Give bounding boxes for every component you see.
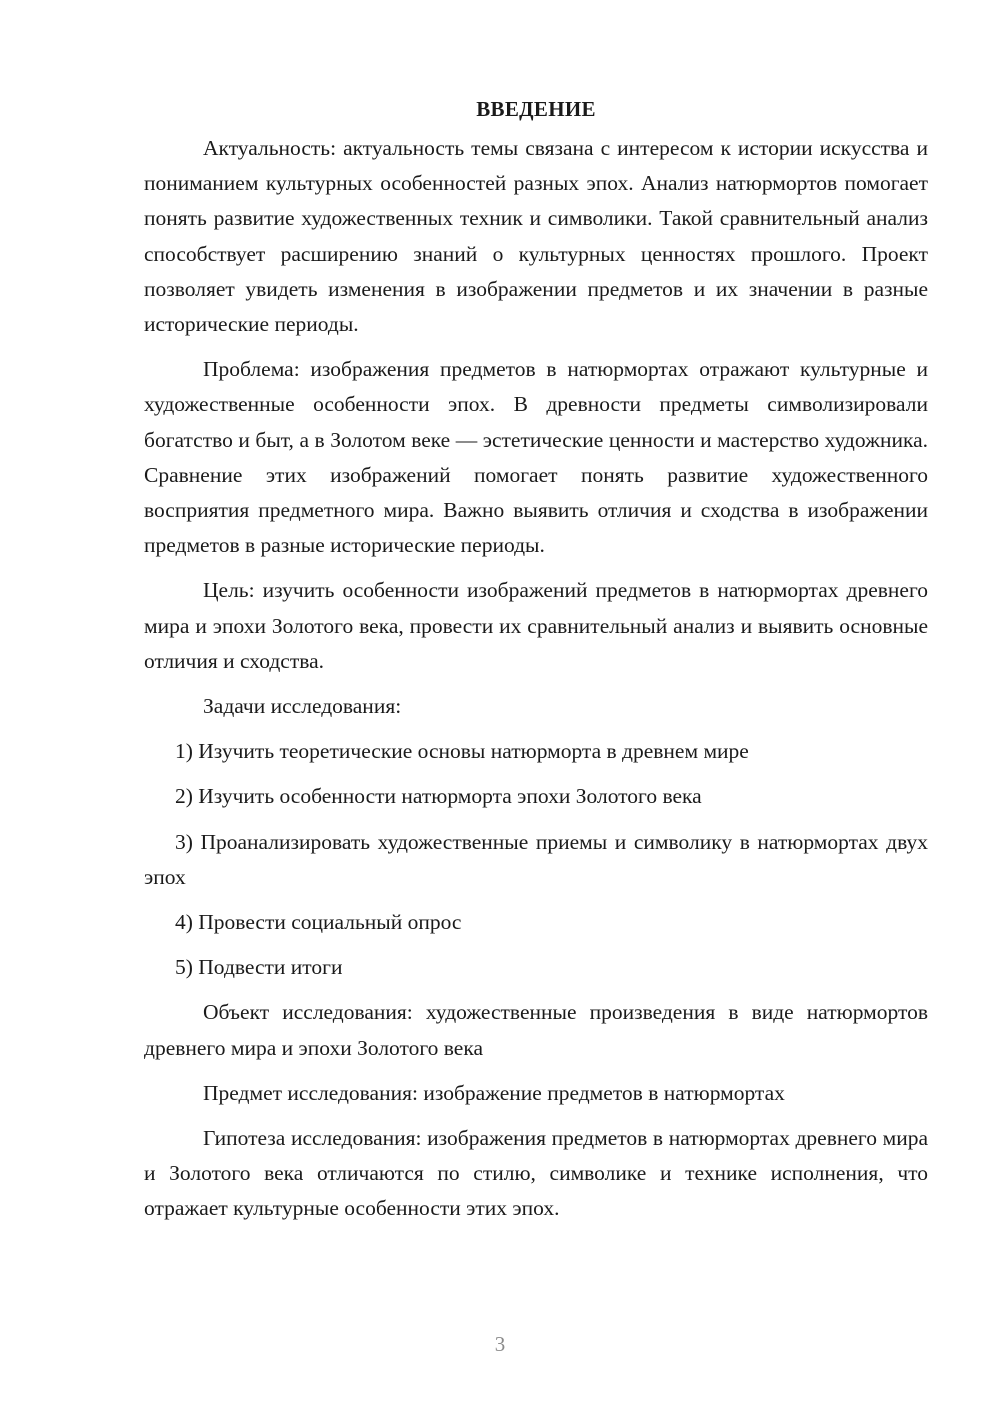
tasks-heading: Задачи исследования:	[203, 694, 402, 719]
list-item: 2) Изучить особенности натюрморта эпохи Золотого века	[175, 784, 702, 809]
paragraph-problem: Проблема: изображения предметов в натюрмортах отражают культурные и художественные особенности эпох. В древности предметы символизировали богатство и быт, а в Золотом веке — эстетические ценности и мастерство художника. Сравнение этих изображений помогает понять развитие художественного восприятия предметного мира. Важно выявить отличия и сходства в изображении предметов в разные исторические периоды.	[144, 357, 928, 558]
paragraph-subject: Предмет исследования: изображение предметов в натюрмортах	[203, 1080, 785, 1105]
list-item: 4) Провести социальный опрос	[175, 910, 462, 935]
list-item: 1) Изучить теоретические основы натюрморта в древнем мире	[175, 739, 749, 764]
list-item: 3) Проанализировать художественные приемы и символику в натюрмортах двух эпох	[144, 829, 928, 889]
document-page	[144, 92, 928, 1237]
paragraph-hypothesis: Гипотеза исследования: изображения предметов в натюрмортах древнего мира и Золотого века отличаются по стилю, символике и технике исполнения, что отражает культурные особенности этих эпох.	[144, 1126, 928, 1221]
paragraph-object: Объект исследования: художественные произведения в виде натюрмортов древнего мира и эпохи Золотого века	[144, 1000, 928, 1060]
paragraph-goal: Цель: изучить особенности изображений предметов в натюрмортах древнего мира и эпохи Золотого века, провести их сравнительный анализ и выявить основные отличия и сходства.	[144, 578, 928, 673]
list-item: 5) Подвести итоги	[175, 955, 343, 980]
page-number: 3	[494, 1332, 506, 1356]
document-title: ВВЕДЕНИЕ	[476, 97, 596, 121]
paragraph-relevance: Актуальность: актуальность темы связана с интересом к истории искусства и пониманием культурных особенностей разных эпох. Анализ натюрмортов помогает понять развитие художественных техник и символики. Такой сравнительный анализ способствует расширению знаний о культурных ценностях прошлого. Проект позволяет увидеть изменения в изображении предметов и их значении в разные исторические периоды.	[144, 136, 928, 337]
tasks-list	[144, 734, 928, 985]
